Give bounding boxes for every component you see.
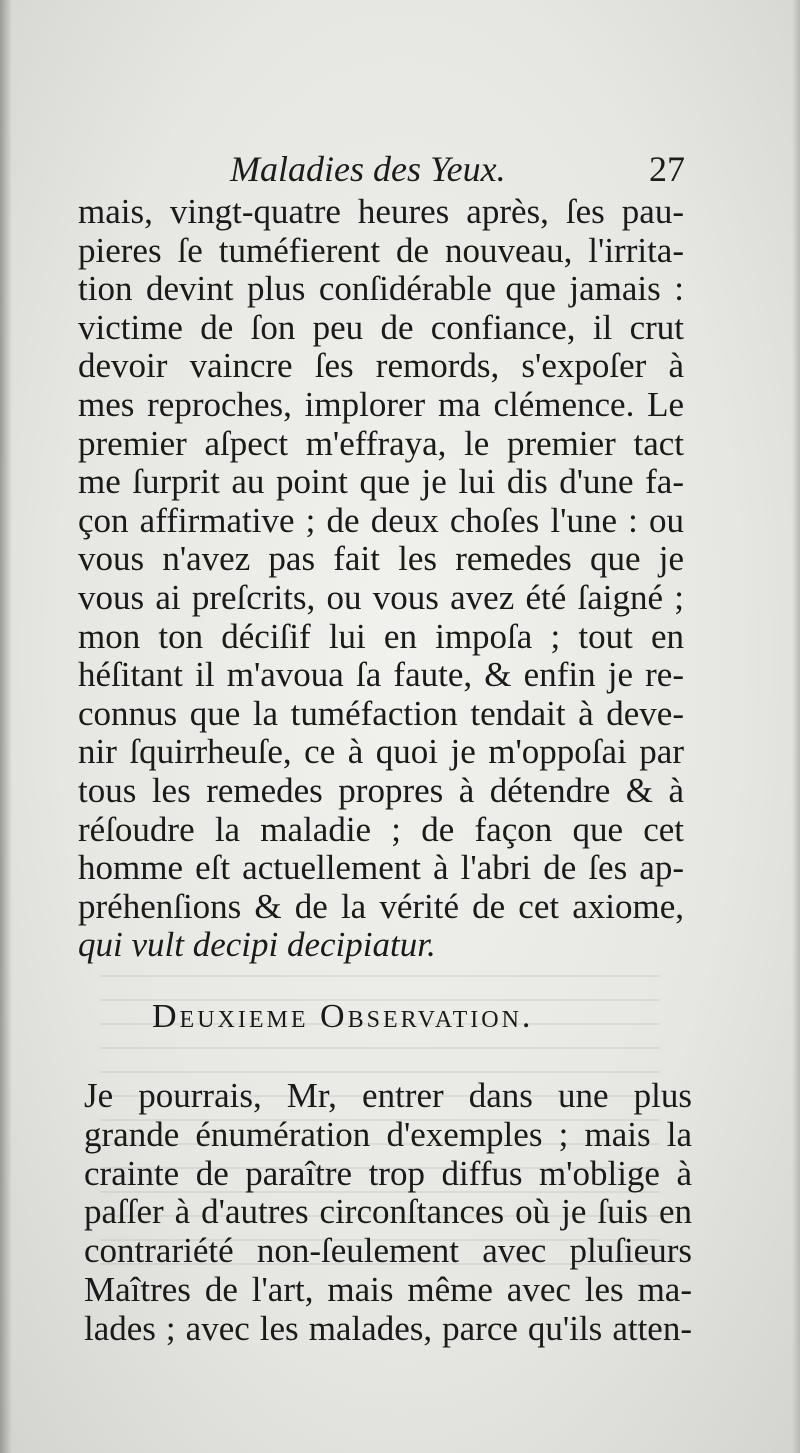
text-line: mes reproches, implorer ma clémence. Le: [78, 385, 684, 424]
section-heading: Deuxieme Observation.: [152, 998, 534, 1035]
text-line: homme eſt actuellement à l'abri de ſes ap-: [78, 849, 684, 888]
body-paragraph-2: [84, 1077, 692, 1349]
body-paragraph-1: [78, 193, 684, 965]
text-line: Maîtres de l'art, mais même avec les ma-: [84, 1270, 692, 1309]
page-header: [75, 148, 685, 198]
text-line: contrariété non-ſeulement avec pluſieurs: [84, 1232, 692, 1271]
text-line: mais, vingt-quatre heures après, ſes pau-: [78, 193, 684, 231]
text-line: grande énumération d'exemples ; mais la: [84, 1115, 692, 1154]
text-line: lades ; avec les malades, parce qu'ils atten-: [84, 1309, 692, 1348]
latin-axiom-line: qui vult decipi decipiatur.: [78, 926, 436, 965]
text-line: premier aſpect m'effraya, le premier tact: [78, 424, 684, 463]
text-line: çon affirmative ; de deux choſes l'une : ou: [78, 501, 684, 540]
text-line: héſitant il m'avoua ſa faute, & enfin je re-: [78, 656, 684, 695]
text-line: vous ai preſcrits, ou vous avez été ſaigné ;: [78, 578, 684, 617]
text-line: connus que la tuméfaction tendait à deve-: [78, 694, 684, 733]
text-line: pieres ſe tuméfierent de nouveau, l'irrita-: [78, 231, 684, 270]
page-edge-shadow-left: [0, 0, 12, 1453]
text-line: crainte de paraître trop diffus m'oblige à: [84, 1154, 692, 1193]
text-line: préhenſions & de la vérité de cet axiome,: [78, 887, 684, 926]
text-line: victime de ſon peu de confiance, il crut: [78, 308, 684, 347]
text-line: tion devint plus conſidérable que jamais :: [78, 270, 684, 309]
text-line: devoir vaincre ſes remords, s'expoſer à: [78, 347, 684, 386]
page-number: 27: [649, 149, 685, 189]
text-line: mon ton déciſif lui en impoſa ; tout en: [78, 617, 684, 656]
text-line: réſoudre la maladie ; de façon que cet: [78, 810, 684, 849]
text-line: vous n'avez pas fait les remedes que je: [78, 540, 684, 579]
text-line: Je pourrais, Mr, entrer dans une plus: [84, 1077, 692, 1115]
running-head: Maladies des Yeux.: [230, 149, 506, 189]
text-line: me ſurprit au point que je lui dis d'une fa-: [78, 463, 684, 502]
text-line: paſſer à d'autres circonſtances où je ſuis en: [84, 1193, 692, 1232]
page-edge-shadow-right: [792, 0, 800, 1453]
text-line: tous les remedes propres à détendre & à: [78, 771, 684, 810]
text-line: nir ſquirrheuſe, ce à quoi je m'oppoſai par: [78, 733, 684, 772]
